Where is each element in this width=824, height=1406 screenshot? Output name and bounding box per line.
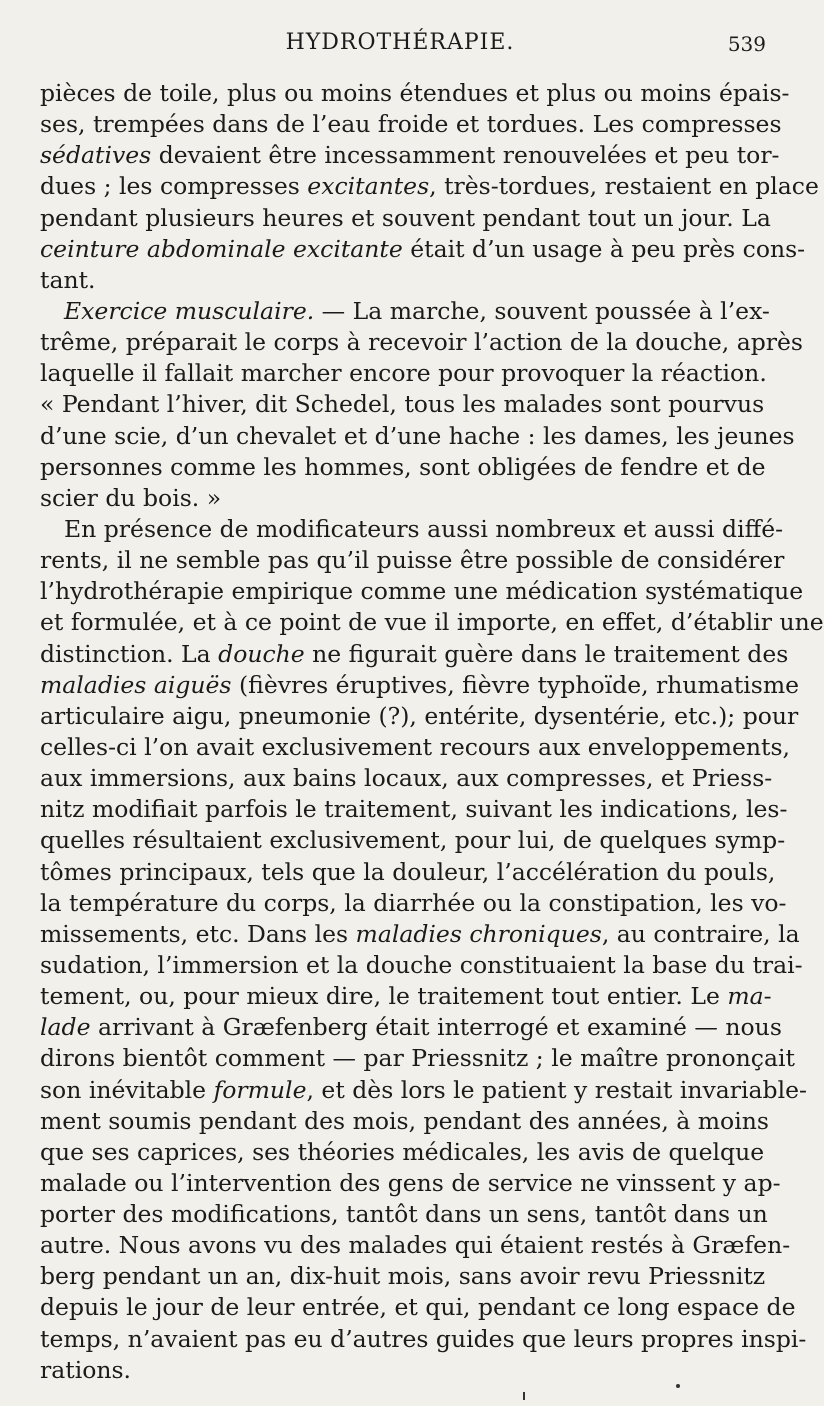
text-run: la température du corps, la diarrhée ou la constipation, les vo- (40, 888, 787, 917)
text-line (40, 296, 770, 327)
text-run: « Pendant l’hiver, dit Schedel, tous les malades sont pourvus (40, 390, 765, 419)
text-run: tement, ou, pour mieux dire, le traitement tout entier. Le (40, 982, 728, 1011)
text-run: ne figurait guère dans le traitement des (304, 639, 789, 668)
text-run: laquelle il fallait marcher encore pour provoquer la réaction. (40, 359, 767, 388)
text-line (40, 171, 819, 202)
text-line (40, 140, 780, 171)
text-line (40, 919, 800, 950)
text-line (40, 1261, 766, 1292)
text-run: missements, etc. Dans les (40, 919, 356, 948)
text-line (40, 109, 782, 140)
text-run: dirons bientôt comment — par Priessnitz ; le maître prononçait (40, 1044, 795, 1073)
text-line (40, 1043, 795, 1074)
text-run: celles-ci l’on avait exclusivement recours aux enveloppements, (40, 732, 790, 761)
italic-text: formule (213, 1075, 307, 1104)
text-run: berg pendant un an, dix-huit mois, sans avoir revu Priessnitz (40, 1262, 766, 1291)
text-run: tant. (40, 265, 96, 294)
page-number: 539 (727, 32, 766, 56)
text-run: l’hydrothérapie empirique comme une médication systématique (40, 577, 804, 606)
text-line (40, 452, 766, 483)
text-line (40, 794, 788, 825)
italic-text: maladies chroniques (355, 919, 602, 948)
text-run: que ses caprices, ses théories médicales, les avis de quelque (40, 1137, 765, 1166)
text-line (40, 576, 804, 607)
text-run: pièces de toile, plus ou moins étendues et plus ou moins épais- (40, 79, 790, 107)
text-line (40, 670, 800, 701)
text-run: trême, préparait le corps à recevoir l’action de la douche, après (40, 328, 803, 357)
text-run: arrivant à Græfenberg était interrogé et examiné — nous (90, 1013, 782, 1042)
text-line (40, 950, 803, 981)
text-run: son inévitable (40, 1075, 214, 1104)
italic-text: Exercice musculaire. (64, 296, 315, 325)
text-run: — La marche, souvent poussée à l’ex- (314, 296, 770, 325)
text-line (40, 234, 806, 265)
text-line (40, 514, 784, 545)
text-run: depuis le jour de leur entrée, et qui, pendant ce long espace de (40, 1293, 796, 1322)
text-line (40, 203, 771, 234)
text-run: , très-tordues, restaient en place (429, 172, 819, 201)
text-run: dues ; les compresses (40, 172, 308, 201)
print-mark (523, 1392, 525, 1400)
text-run: articulaire aigu, pneumonie (?), entérite, dysentérie, etc.); pour (40, 701, 799, 730)
text-line (40, 265, 762, 296)
italic-text: excitantes (307, 172, 430, 201)
text-line (40, 825, 786, 856)
text-run: ment soumis pendant des mois, pendant des années, à moins (40, 1106, 769, 1135)
text-line (40, 763, 773, 794)
text-line (40, 1324, 807, 1355)
italic-text: maladies aiguës (40, 670, 232, 699)
text-run: rations. (40, 1355, 132, 1384)
text-line (40, 639, 789, 670)
italic-text: sédatives (40, 141, 152, 170)
body-text (40, 78, 824, 1386)
running-title: HYDROTHÉRAPIE. (285, 30, 515, 55)
text-run: et formulée, et à ce point de vue il importe, en effet, d’établir une (40, 608, 824, 637)
text-run: était d’un usage à peu près cons- (402, 234, 806, 263)
text-line (40, 857, 776, 888)
text-line (40, 1230, 791, 1261)
text-run: sudation, l’immersion et la douche constituaient la base du trai- (40, 950, 803, 979)
text-run: quelles résultaient exclusivement, pour lui, de quelques symp- (40, 826, 786, 855)
text-line (40, 701, 799, 732)
text-line (40, 483, 762, 514)
text-line (40, 421, 795, 452)
text-run: rents, il ne semble pas qu’il puisse être possible de considérer (40, 546, 785, 575)
text-line (40, 545, 785, 576)
text-line (40, 888, 787, 919)
text-run: temps, n’avaient pas eu d’autres guides que leurs propres inspi- (40, 1324, 807, 1353)
italic-text: ma- (727, 982, 772, 1011)
text-run: personnes comme les hommes, sont obligées de fendre et de (40, 452, 766, 481)
text-run: ses, trempées dans de l’eau froide et tordues. Les compresses (40, 110, 782, 139)
text-line (40, 981, 772, 1012)
text-run: autre. Nous avons vu des malades qui étaient restés à Græfen- (40, 1231, 791, 1260)
italic-text: lade (40, 1013, 91, 1042)
text-line (40, 607, 824, 638)
text-line (40, 1168, 781, 1199)
text-line (40, 358, 767, 389)
text-run: En présence de modificateurs aussi nombreux et aussi diffé- (64, 514, 784, 543)
text-line (40, 1199, 768, 1230)
text-run: malade ou l’intervention des gens de service ne vinssent y ap- (40, 1168, 781, 1197)
text-run: d’une scie, d’un chevalet et d’une hache : les dames, les jeunes (40, 421, 795, 450)
text-run: porter des modifications, tantôt dans un sens, tantôt dans un (40, 1200, 768, 1229)
text-line (40, 1137, 765, 1168)
italic-text: ceinture abdominale excitante (40, 234, 403, 263)
text-line (40, 78, 790, 109)
italic-text: douche (218, 639, 305, 668)
text-line (40, 389, 765, 420)
text-run: , au contraire, la (601, 919, 800, 948)
text-run: devaient être incessamment renouvelées et peu tor- (151, 141, 780, 170)
print-dot (676, 1384, 680, 1388)
text-run: (fièvres éruptives, fièvre typhoïde, rhumatisme (231, 670, 800, 699)
text-line (40, 732, 790, 763)
text-run: , et dès lors le patient y restait invariable- (306, 1075, 807, 1104)
text-line (40, 1075, 807, 1106)
text-run: tômes principaux, tels que la douleur, l’accélération du pouls, (40, 857, 776, 886)
text-run: scier du bois. » (40, 483, 222, 512)
text-line (40, 1355, 762, 1386)
text-run: aux immersions, aux bains locaux, aux compresses, et Priess- (40, 764, 773, 793)
text-run: nitz modifiait parfois le traitement, suivant les indications, les- (40, 795, 788, 824)
text-line (40, 1106, 769, 1137)
text-line (40, 327, 803, 358)
text-run: pendant plusieurs heures et souvent pendant tout un jour. La (40, 203, 771, 232)
text-line (40, 1012, 782, 1043)
text-line (40, 1292, 796, 1323)
text-run: distinction. La (40, 639, 219, 668)
